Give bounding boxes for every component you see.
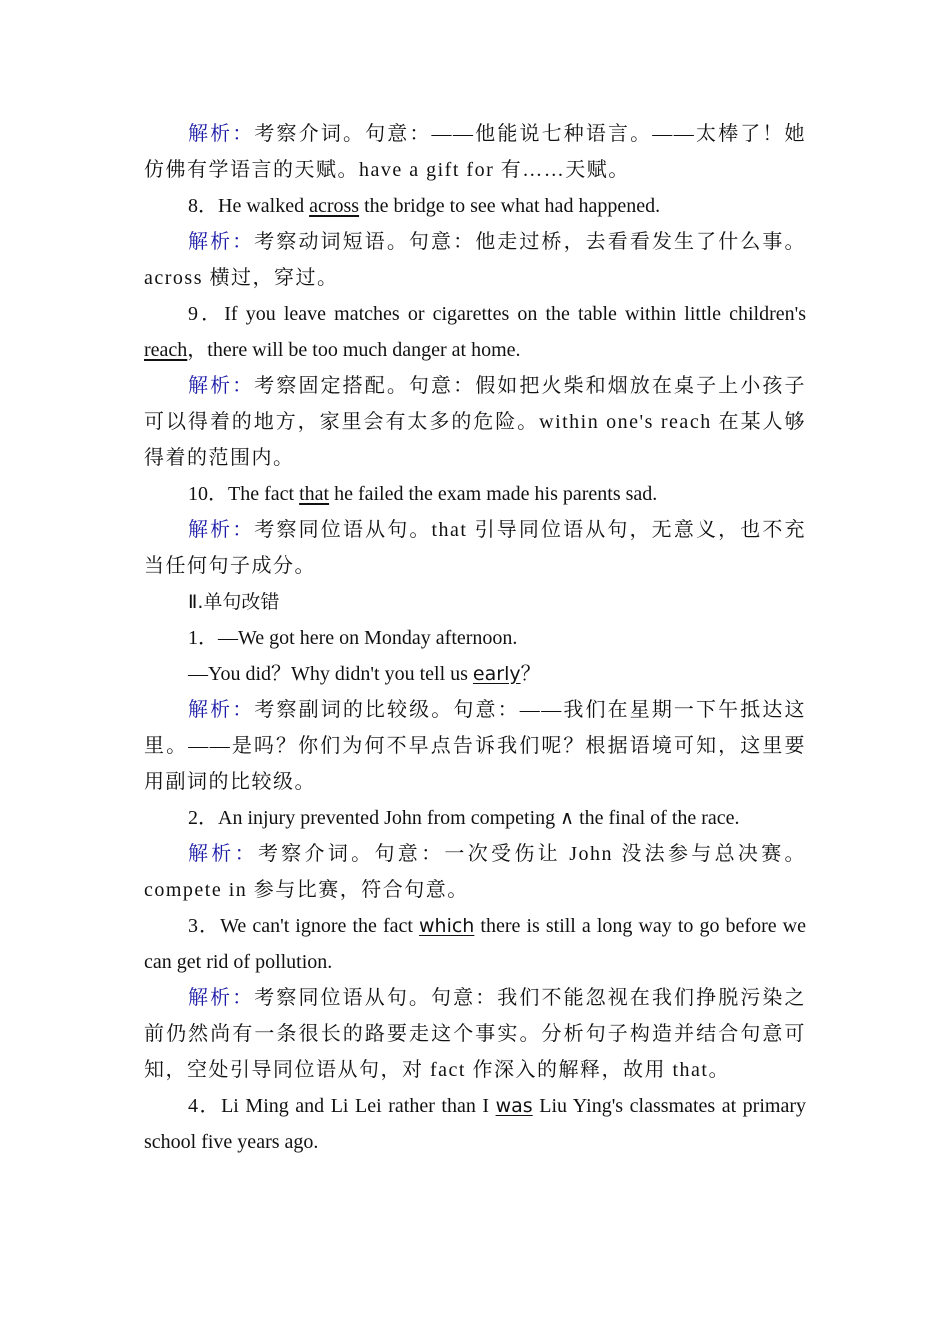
answer-8: across <box>309 195 360 217</box>
analysis-8: 解析：考察动词短语。句意：他走过桥，去看看发生了什么事。across 横过，穿过。 <box>144 231 807 289</box>
error-1-line-1: 1．—We got here on Monday afternoon. <box>188 627 518 649</box>
analysis-7: 解析：考察介词。句意：——他能说七种语言。——太棒了！她仿佛有学语言的天赋。have a gift for 有……天赋。 <box>144 123 807 181</box>
analysis-9: 解析：考察固定搭配。句意：假如把火柴和烟放在桌子上小孩子可以得着的地方，家里会有太多的危险。within one's reach 在某人够得着的范围内。 <box>144 375 807 469</box>
analysis-label: 解析： <box>188 231 255 253</box>
insert-mark: ∧ <box>560 807 575 829</box>
analysis-label: 解析： <box>188 843 258 865</box>
analysis-label: 解析： <box>188 519 255 541</box>
document-page <box>144 116 806 1160</box>
analysis-label: 解析： <box>188 987 255 1009</box>
question-10: 10．The fact that he failed the exam made his parents sad. <box>188 483 658 505</box>
error-word-4: was <box>495 1095 533 1117</box>
analysis-label: 解析： <box>188 699 255 721</box>
error-1-line-2: —You did？Why didn't you tell us early？ <box>188 663 541 685</box>
error-word-3: which <box>419 915 475 937</box>
error-3: 3．We can't ignore the fact which there is still a long way to go before we can get rid of pollution. <box>144 915 806 973</box>
section-heading: Ⅱ.单句改错 <box>188 591 280 613</box>
error-analysis-2: 解析：考察介词。句意：一次受伤让 John 没法参与总决赛。compete in 参与比赛，符合句意。 <box>144 843 806 901</box>
error-2: 2．An injury prevented John from competing ∧ the final of the race. <box>188 807 740 829</box>
error-4: 4．Li Ming and Li Lei rather than I was Liu Ying's classmates at primary school five years ago. <box>144 1095 806 1153</box>
question-8: 8．He walked across the bridge to see what had happened. <box>188 195 661 217</box>
answer-10: that <box>299 483 330 505</box>
error-word-1: early <box>472 663 521 685</box>
error-analysis-3: 解析：考察同位语从句。句意：我们不能忽视在我们挣脱污染之前仍然尚有一条很长的路要走这个事实。分析句子构造并结合句意可知，空处引导同位语从句，对 fact 作深入的解释，故用 that。 <box>144 987 807 1081</box>
analysis-10: 解析：考察同位语从句。that 引导同位语从句，无意义，也不充当任何句子成分。 <box>144 519 806 577</box>
answer-9: reach <box>144 339 188 361</box>
question-9: 9．If you leave matches or cigarettes on the table within little children's reach，there will be too much danger at home. <box>144 303 806 361</box>
analysis-label: 解析： <box>188 123 255 145</box>
error-analysis-1: 解析：考察副词的比较级。句意：——我们在星期一下午抵达这里。——是吗？你们为何不早点告诉我们呢？根据语境可知，这里要用副词的比较级。 <box>144 699 807 793</box>
analysis-label: 解析： <box>188 375 255 397</box>
